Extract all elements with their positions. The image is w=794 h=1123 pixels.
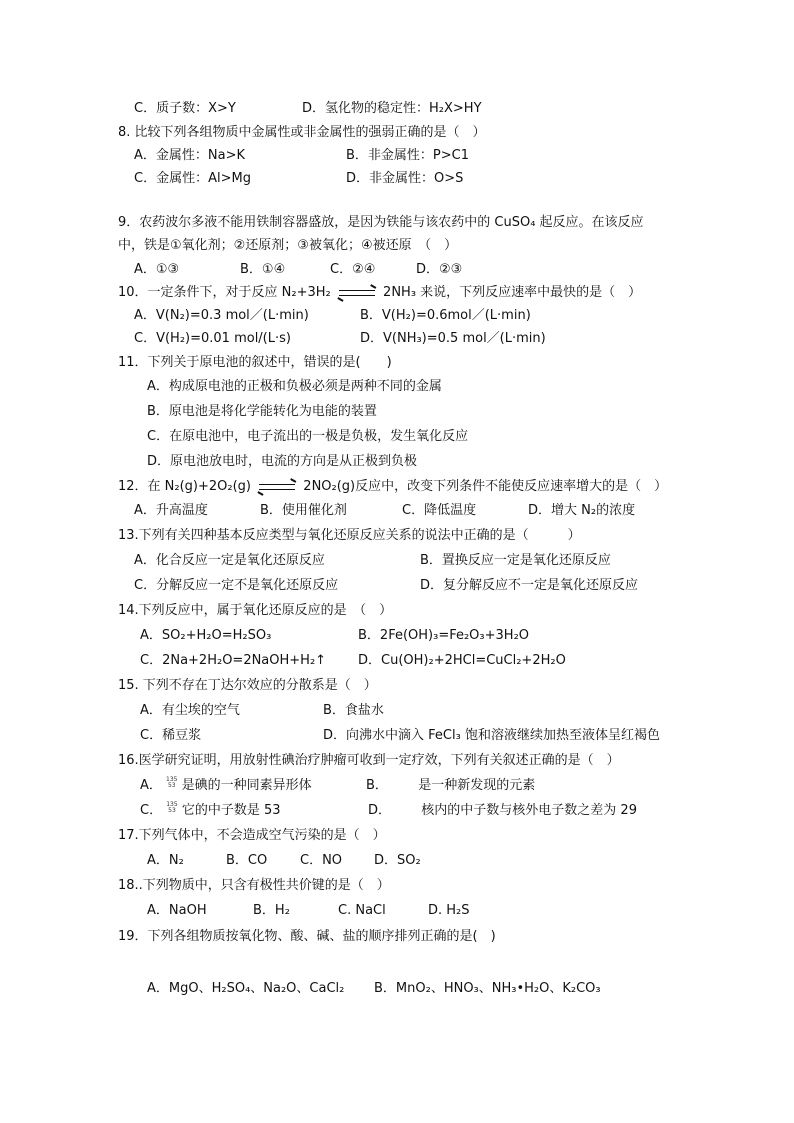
q17-option-c: C．NO (300, 853, 343, 868)
q7-option-c: C．质子数：X>Y (134, 101, 236, 116)
q10-option-a: A．V(N₂)=0.3 mol／(L·min) (134, 308, 309, 323)
q10-stem-pre: 10．一定条件下，对于反应 N₂+3H₂ (118, 285, 331, 300)
iodine-isotope-symbol: 135 53 (166, 776, 178, 789)
q8-stem: 8. 比较下列各组物质中金属性或非金属性的强弱正确的是（ ） (118, 125, 486, 140)
q14-option-c: C．2Na+2H₂O=2NaOH+H₂↑ (140, 653, 327, 668)
q18-option-c: C. NaCl (338, 903, 386, 918)
q12-option-b: B．使用催化剂 (260, 503, 347, 518)
q12-stem-post: 2NO₂(g)反应中，改变下列条件不能使反应速率增大的是（ ） (303, 479, 668, 494)
q15-option-c: C．稀豆浆 (140, 728, 202, 743)
q12-stem (118, 478, 667, 496)
q10-option-c: C．V(H₂)=0.01 mol/(L·s) (134, 331, 291, 346)
q17-stem: 17.下列气体中，不会造成空气污染的是（ ） (118, 828, 386, 843)
q18-stem: 18..下列物质中，只含有极性共价键的是（ ） (118, 878, 390, 893)
q16-option-d-text: 核内的中子数与核外电子数之差为 29 (421, 803, 637, 818)
q10-option-d: D．V(NH₃)=0.5 mol／(L·min) (360, 331, 546, 346)
q16-option-d-letter: D． (368, 803, 392, 818)
q9-option-d: D．②③ (416, 262, 463, 277)
q13-stem: 13.下列有关四种基本反应类型与氧化还原反应关系的说法中正确的是（ ） (118, 528, 581, 543)
q11-option-b: B．原电池是将化学能转化为电能的装置 (147, 404, 377, 419)
q15-option-a: A．有尘埃的空气 (140, 703, 240, 718)
q16-option-b (366, 777, 535, 795)
q9-option-b: B．①④ (240, 262, 286, 277)
q12-option-d: D．增大 N₂的浓度 (528, 503, 636, 518)
q19-stem: 19．下列各组物质按氧化物、酸、碱、盐的顺序排列正确的是( ) (118, 929, 496, 944)
q14-option-b: B．2Fe(OH)₃=Fe₂O₃+3H₂O (358, 628, 530, 643)
iodine-isotope-symbol: 135 53 (166, 801, 178, 814)
q8-option-c: C．金属性：Al>Mg (134, 171, 251, 186)
q8-option-b: B．非金属性：P>C1 (346, 148, 469, 163)
q8-option-d: D．非金属性：O>S (346, 171, 464, 186)
q14-stem: 14.下列反应中，属于氧化还原反应的是 （ ） (118, 603, 393, 618)
q18-option-b: B．H₂ (253, 903, 290, 918)
q12-option-a: A．升高温度 (134, 503, 208, 518)
q17-option-d: D．SO₂ (374, 853, 421, 868)
q19-option-a: A．MgO、H₂SO₄、Na₂O、CaCl₂ (147, 981, 345, 996)
q11-option-c: C．在原电池中，电子流出的一极是负极，发生氧化反应 (147, 429, 469, 444)
q16-option-d (368, 802, 637, 820)
q9-option-c: C．②④ (330, 262, 376, 277)
equilibrium-arrow-icon (339, 288, 375, 298)
q17-option-b: B．CO (226, 853, 268, 868)
q9-stem-line1: 9．农药波尔多液不能用铁制容器盛放，是因为铁能与该农药中的 CuSO₄ 起反应。在该反应 (118, 215, 644, 230)
q14-option-a: A．SO₂+H₂O=H₂SO₃ (140, 628, 272, 643)
q7-option-d: D．氢化物的稳定性：H₂X>HY (302, 101, 482, 116)
q19-option-b: B．MnO₂、HNO₃、NH₃•H₂O、K₂CO₃ (374, 981, 601, 996)
q10-stem-post: 2NH₃ 来说，下列反应速率中最快的是（ ） (383, 285, 642, 300)
q10-stem (118, 284, 641, 302)
q11-stem: 11．下列关于原电池的叙述中，错误的是( ) (118, 355, 392, 370)
q13-option-c: C．分解反应一定不是氧化还原反应 (134, 578, 339, 593)
q10-option-b: B．V(H₂)=0.6mol／(L·min) (360, 308, 531, 323)
q12-option-c: C．降低温度 (402, 503, 477, 518)
q9-stem-line2: 中，铁是①氧化剂；②还原剂；③被氧化；④被还原 （ ） (118, 238, 458, 253)
q16-option-b-letter: B． (366, 778, 388, 793)
q13-option-d: D．复分解反应不一定是氧化还原反应 (420, 578, 639, 593)
q9-option-a: A．①③ (134, 262, 180, 277)
q11-option-a: A．构成原电池的正极和负极必须是两种不同的金属 (147, 379, 442, 394)
q13-option-a: A．化合反应一定是氧化还原反应 (134, 553, 325, 568)
q16-option-a (140, 777, 312, 795)
q12-stem-pre: 12．在 N₂(g)+2O₂(g) (118, 479, 252, 494)
q11-option-d: D．原电池放电时，电流的方向是从正极到负极 (147, 454, 418, 469)
equilibrium-arrow-icon (259, 482, 295, 492)
q8-option-a: A．金属性：Na>K (134, 148, 246, 163)
q16-option-b-text: 是一种新发现的元素 (418, 778, 536, 793)
q18-option-a: A．NaOH (147, 903, 207, 918)
q15-option-b: B．食盐水 (323, 703, 384, 718)
q16-option-c-text: 它的中子数是 53 (181, 803, 281, 818)
q18-option-d: D. H₂S (428, 903, 470, 918)
q17-option-a: A．N₂ (147, 853, 184, 868)
q13-option-b: B．置换反应一定是氧化还原反应 (420, 553, 611, 568)
q15-option-d: D．向沸水中滴入 FeCl₃ 饱和溶液继续加热至液体呈红褐色 (323, 728, 660, 743)
q16-stem: 16.医学研究证明，用放射性碘治疗肿瘤可收到一定疗效，下列有关叙述正确的是（ ） (118, 753, 620, 768)
q16-option-c-letter: C． (140, 803, 163, 818)
q14-option-d: D．Cu(OH)₂+2HCl=CuCl₂+2H₂O (358, 653, 566, 668)
q16-option-a-letter: A． (140, 778, 162, 793)
q15-stem: 15. 下列不存在丁达尔效应的分散系是（ ） (118, 678, 377, 693)
q16-option-a-text: 是碘的一种同素异形体 (181, 778, 312, 793)
q16-option-c (140, 802, 281, 820)
